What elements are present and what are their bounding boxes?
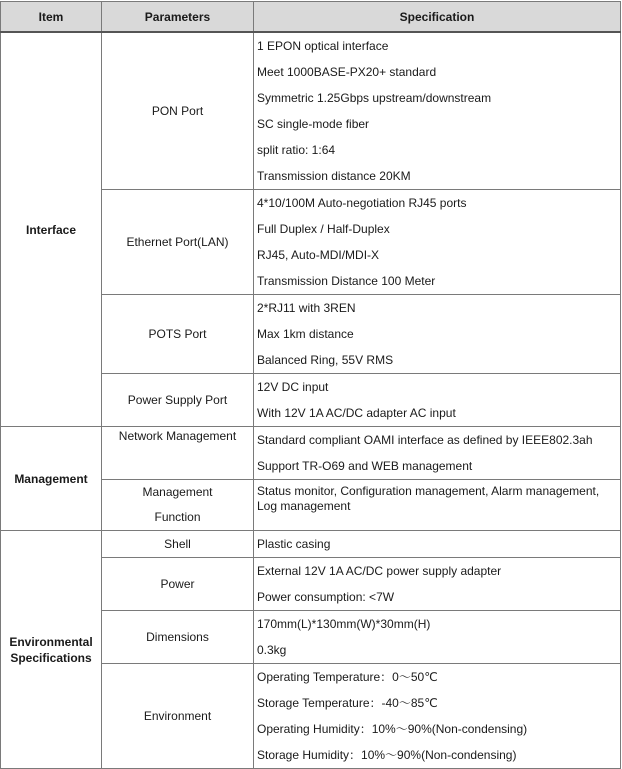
- environment-label: Environment: [143, 709, 212, 723]
- environment-param-cell: [102, 664, 254, 769]
- spec-line: 4*10/100M Auto-negotiation RJ45 ports: [257, 196, 467, 210]
- power-supply-port-spec-cell: [254, 374, 621, 427]
- ethernet-port-param-cell: [102, 190, 254, 295]
- spec-line: 2*RJ11 with 3REN: [257, 301, 356, 315]
- shell-param-cell: [102, 531, 254, 558]
- spec-line: RJ45, Auto-MDI/MDI-X: [257, 248, 380, 262]
- environment-spec-cell: [254, 664, 621, 769]
- spec-line: Transmission Distance 100 Meter: [257, 274, 436, 288]
- dimensions-label: Dimensions: [146, 630, 209, 644]
- specification-table: [0, 1, 621, 769]
- spec-line: Support TR-O69 and WEB management: [257, 459, 473, 473]
- environmental-group-label-line2: Specifications: [10, 650, 92, 665]
- dimensions-param-cell: [102, 611, 254, 664]
- table-header: [1, 2, 621, 33]
- power-supply-port-label: Power Supply Port: [127, 393, 228, 407]
- network-management-spec-cell: [254, 427, 621, 480]
- management-function-label-line2: Function: [154, 510, 201, 524]
- power-spec-cell: [254, 558, 621, 611]
- spec-line: Meet 1000BASE-PX20+ standard: [257, 65, 437, 79]
- spec-line: Power consumption: <7W: [257, 590, 395, 604]
- spec-line: SC single-mode fiber: [257, 117, 370, 131]
- spec-line: Status monitor, Configuration management, Alarm management, Log management: [257, 484, 600, 513]
- environmental-group-cell: [1, 531, 102, 769]
- spec-line: Max 1km distance: [257, 327, 354, 341]
- pon-port-label: PON Port: [151, 104, 204, 118]
- interface-group-label: Interface: [25, 222, 77, 237]
- spec-line: Storage Humidity：10%～90%(Non-condensing): [257, 748, 517, 762]
- table-row: [1, 531, 621, 558]
- pon-port-spec-cell: [254, 32, 621, 190]
- pots-port-spec-cell: [254, 295, 621, 374]
- spec-line: Symmetric 1.25Gbps upstream/downstream: [257, 91, 492, 105]
- spec-line: Standard compliant OAMI interface as defined by IEEE802.3ah: [257, 433, 593, 447]
- power-supply-port-param-cell: [102, 374, 254, 427]
- pots-port-label: POTS Port: [148, 327, 207, 341]
- management-function-param-cell: [102, 480, 254, 531]
- table-row: [1, 32, 621, 190]
- spec-line: Balanced Ring, 55V RMS: [257, 353, 394, 367]
- header-row: [1, 2, 621, 33]
- spec-line: With 12V 1A AC/DC adapter AC input: [257, 406, 456, 420]
- spec-line: 12V DC input: [257, 380, 329, 394]
- environmental-group-label-line1: Environmental: [9, 634, 93, 649]
- power-label: Power: [160, 577, 195, 591]
- management-group-cell: [1, 427, 102, 531]
- interface-group-cell: [1, 32, 102, 427]
- management-function-label-line1: Management: [142, 485, 213, 499]
- network-management-param-cell: [102, 427, 254, 480]
- dimensions-spec-cell: [254, 611, 621, 664]
- item-column-header: Item: [1, 2, 102, 33]
- management-group-label: Management: [14, 471, 88, 486]
- spec-line: 1 EPON optical interface: [257, 39, 389, 53]
- spec-line: split ratio: 1:64: [257, 143, 336, 157]
- specification-column-header: Specification: [254, 2, 621, 33]
- spec-line: Operating Humidity：10%～90%(Non-condensing): [257, 722, 528, 736]
- management-function-spec-cell: [254, 480, 621, 531]
- table-row: [1, 427, 621, 480]
- ethernet-port-spec-cell: [254, 190, 621, 295]
- spec-line: Transmission distance 20KM: [257, 169, 411, 183]
- shell-label: Shell: [164, 537, 191, 551]
- spec-line: 0.3kg: [257, 643, 287, 657]
- network-management-label: Network Management: [118, 429, 237, 443]
- spec-line: 170mm(L)*130mm(W)*30mm(H): [257, 617, 431, 631]
- spec-line: External 12V 1A AC/DC power supply adapter: [257, 564, 502, 578]
- spec-line: Plastic casing: [257, 537, 331, 551]
- spec-line: Full Duplex / Half-Duplex: [257, 222, 390, 236]
- pon-port-param-cell: [102, 32, 254, 190]
- pots-port-param-cell: [102, 295, 254, 374]
- spec-line: Operating Temperature：0～50℃: [257, 670, 438, 684]
- spec-line: Storage Temperature：-40～85℃: [257, 696, 438, 710]
- shell-spec-cell: [254, 531, 621, 558]
- ethernet-port-label: Ethernet Port(LAN): [126, 235, 229, 249]
- power-param-cell: [102, 558, 254, 611]
- parameters-column-header: Parameters: [102, 2, 254, 33]
